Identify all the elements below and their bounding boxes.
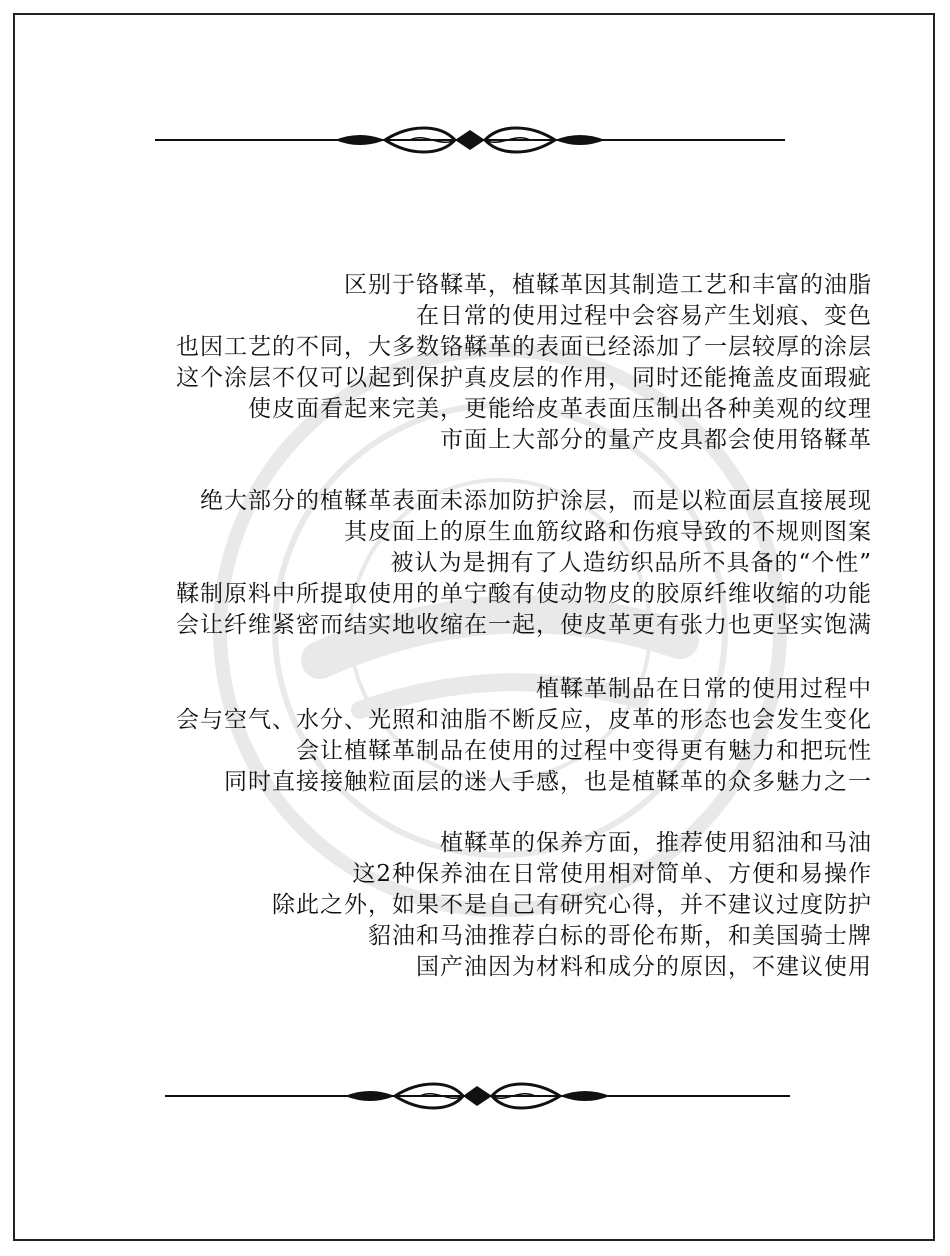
paragraph-line: 也因工艺的不同，大多数铬鞣革的表面已经添加了一层较厚的涂层 — [176, 334, 872, 360]
paragraph-line: 会与空气、水分、光照和油脂不断反应，皮革的形态也会发生变化 — [176, 707, 872, 733]
paragraph-line: 鞣制原料中所提取使用的单宁酸有使动物皮的胶原纤维收缩的功能 — [176, 581, 872, 607]
paragraph-line: 国产油因为材料和成分的原因，不建议使用 — [416, 954, 872, 980]
bottom-ornament-divider — [165, 1076, 790, 1116]
paragraph-line: 植鞣革的保养方面，推荐使用貂油和马油 — [440, 830, 872, 856]
paragraph-1 — [176, 270, 872, 456]
paragraph-line: 区别于铬鞣革，植鞣革因其制造工艺和丰富的油脂 — [344, 272, 872, 298]
paragraph-line: 同时直接接触粒面层的迷人手感，也是植鞣革的众多魅力之一 — [224, 769, 872, 795]
paragraph-line: 在日常的使用过程中会容易产生划痕、变色 — [416, 303, 872, 329]
paragraph-line: 市面上大部分的量产皮具都会使用铬鞣革 — [440, 427, 872, 453]
paragraph-line: 植鞣革制品在日常的使用过程中 — [536, 676, 872, 702]
paragraph-line: 会让植鞣革制品在使用的过程中变得更有魅力和把玩性 — [296, 738, 872, 764]
paragraph-line: 会让纤维紧密而结实地收缩在一起，使皮革更有张力也更坚实饱满 — [176, 612, 872, 638]
paragraph-line: 这2种保养油在日常使用相对简单、方便和易操作 — [352, 861, 872, 887]
paragraph-line: 绝大部分的植鞣革表面未添加防护涂层，而是以粒面层直接展现 — [200, 488, 872, 514]
paragraph-line: 这个涂层不仅可以起到保护真皮层的作用，同时还能掩盖皮面瑕疵 — [176, 365, 872, 391]
paragraph-line: 除此之外，如果不是自己有研究心得，并不建议过度防护 — [272, 892, 872, 918]
paragraph-3 — [176, 674, 872, 798]
top-ornament-divider — [155, 120, 785, 160]
paragraph-2 — [176, 486, 872, 641]
paragraph-line: 使皮面看起来完美，更能给皮革表面压制出各种美观的纹理 — [248, 396, 872, 422]
paragraph-4 — [272, 828, 872, 983]
paragraph-line: 貂油和马油推荐白标的哥伦布斯，和美国骑士牌 — [368, 923, 872, 949]
paragraph-line: 其皮面上的原生血筋纹路和伤痕导致的不规则图案 — [344, 519, 872, 545]
paragraph-line: 被认为是拥有了人造纺织品所不具备的“个性” — [390, 550, 872, 576]
